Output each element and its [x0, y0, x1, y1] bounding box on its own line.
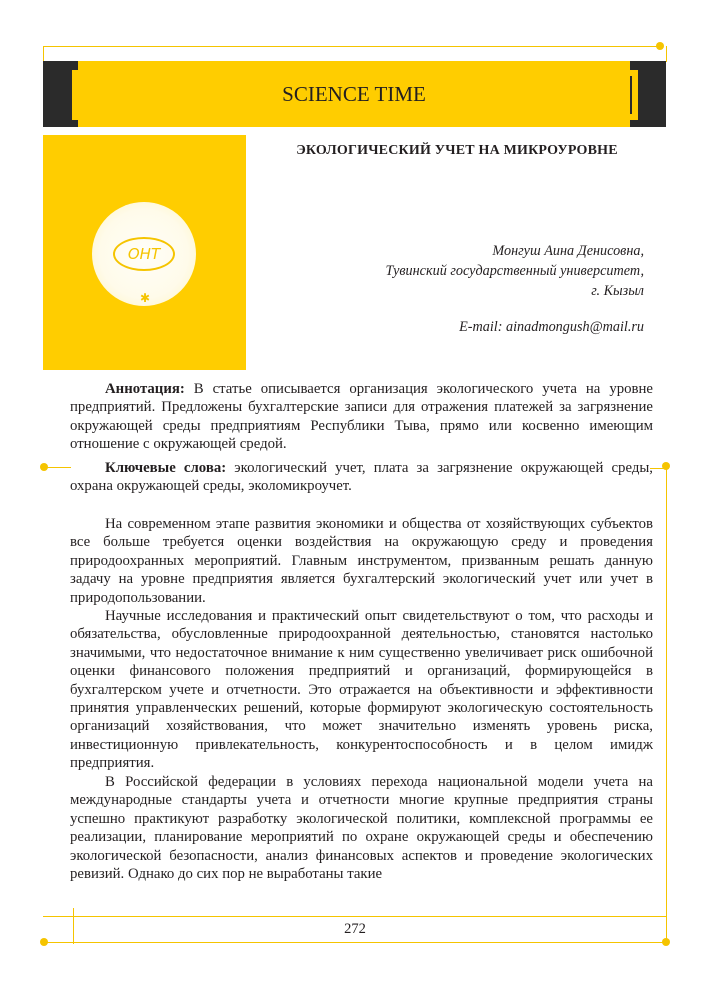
- article-title: ЭКОЛОГИЧЕСКИЙ УЧЕТ НА МИКРОУРОВНЕ: [296, 143, 618, 158]
- frame-top-line: [43, 46, 663, 47]
- frame-dot-top-right: [656, 42, 664, 50]
- keywords-text: экологический учет, плата за загрязнение окружающей среды, охрана окружающей среды, эколомикроучет.: [70, 460, 654, 495]
- frame-dot-mid-right: [662, 462, 670, 470]
- logo-text: ОНТ: [127, 245, 161, 263]
- journal-title: SCIENCE TIME: [282, 82, 426, 106]
- abstract-text: В статье описывается организация экологического учета на уровне предприятий. Предложены бухгалтерские записи для отражения платежей за загрязнение окружающей среды предприятиям Республики Тыва, прямо или косвенно имеющим отношение с окружающей средой.: [70, 381, 653, 453]
- author-name: Монгуш Аина Денисовна,: [492, 243, 644, 259]
- frame-left-line-top: [43, 46, 44, 62]
- abstract-label: Аннотация:: [105, 381, 185, 397]
- logo-star-icon: ✱: [139, 291, 151, 305]
- frame-bottom-line-1: [43, 916, 666, 917]
- frame-bottom-line-2: [43, 942, 666, 943]
- frame-dot-bottom-left: [40, 938, 48, 946]
- keywords-label: Ключевые слова:: [105, 460, 227, 476]
- author-affiliation: Тувинский государственный университет,: [385, 263, 644, 279]
- keywords-paragraph: [70, 459, 653, 496]
- author-city: г. Кызыл: [591, 283, 644, 299]
- page-number: 272: [344, 921, 366, 937]
- body-paragraph-3: В Российской федерации в условиях перехода национальной модели учета на международные стандарты учета и отчетности многие крупные предприятия страны успешно практикуют разработку экологической политики, комплексной программы ее реализации, планирование мероприятий по охране окружающей среды и обеспечению экологической безопасности, анализ финансовых аспектов и проведение экологических ревизий. Однако до сих пор не выработаны такие: [70, 774, 653, 883]
- body-paragraph-1: На современном этапе развития экономики и общества от хозяйствующих субъектов все больше требуется оценки воздействия на окружающую среду и проведения природоохранных мероприятий. Главным инструментом, призванным решать данную задачу на уровне предприятия является бухгалтерский экологический учет или учет в природопользовании.: [70, 516, 653, 606]
- frame-dot-bottom-right: [662, 938, 670, 946]
- abstract-paragraph: [70, 380, 653, 454]
- frame-right-line-lower: [666, 468, 667, 942]
- author-email: E-mail: ainadmongush@mail.ru: [459, 319, 644, 335]
- frame-dot-mid-left: [40, 463, 48, 471]
- body-paragraph-2: Научные исследования и практический опыт свидетельствуют о том, что расходы и обязательства, обусловленные природоохранной деятельностью, становятся настолько значимыми, что недостаточное внимание к ним существенно увеличивает риск ошибочной оценки финансового положения предприятий и организаций, формирующейся в бухгалтерском учете и отчетности. Это отражается на объективности и эффективности принятия управленческих решений, которые формируют экологическую состоятельность организаций хозяйствования, что может значительно изменять уровень риска, инвестиционную привлекательность, конкурентоспособность и в целом имидж предприятия.: [70, 608, 653, 772]
- frame-right-line-top: [666, 46, 667, 62]
